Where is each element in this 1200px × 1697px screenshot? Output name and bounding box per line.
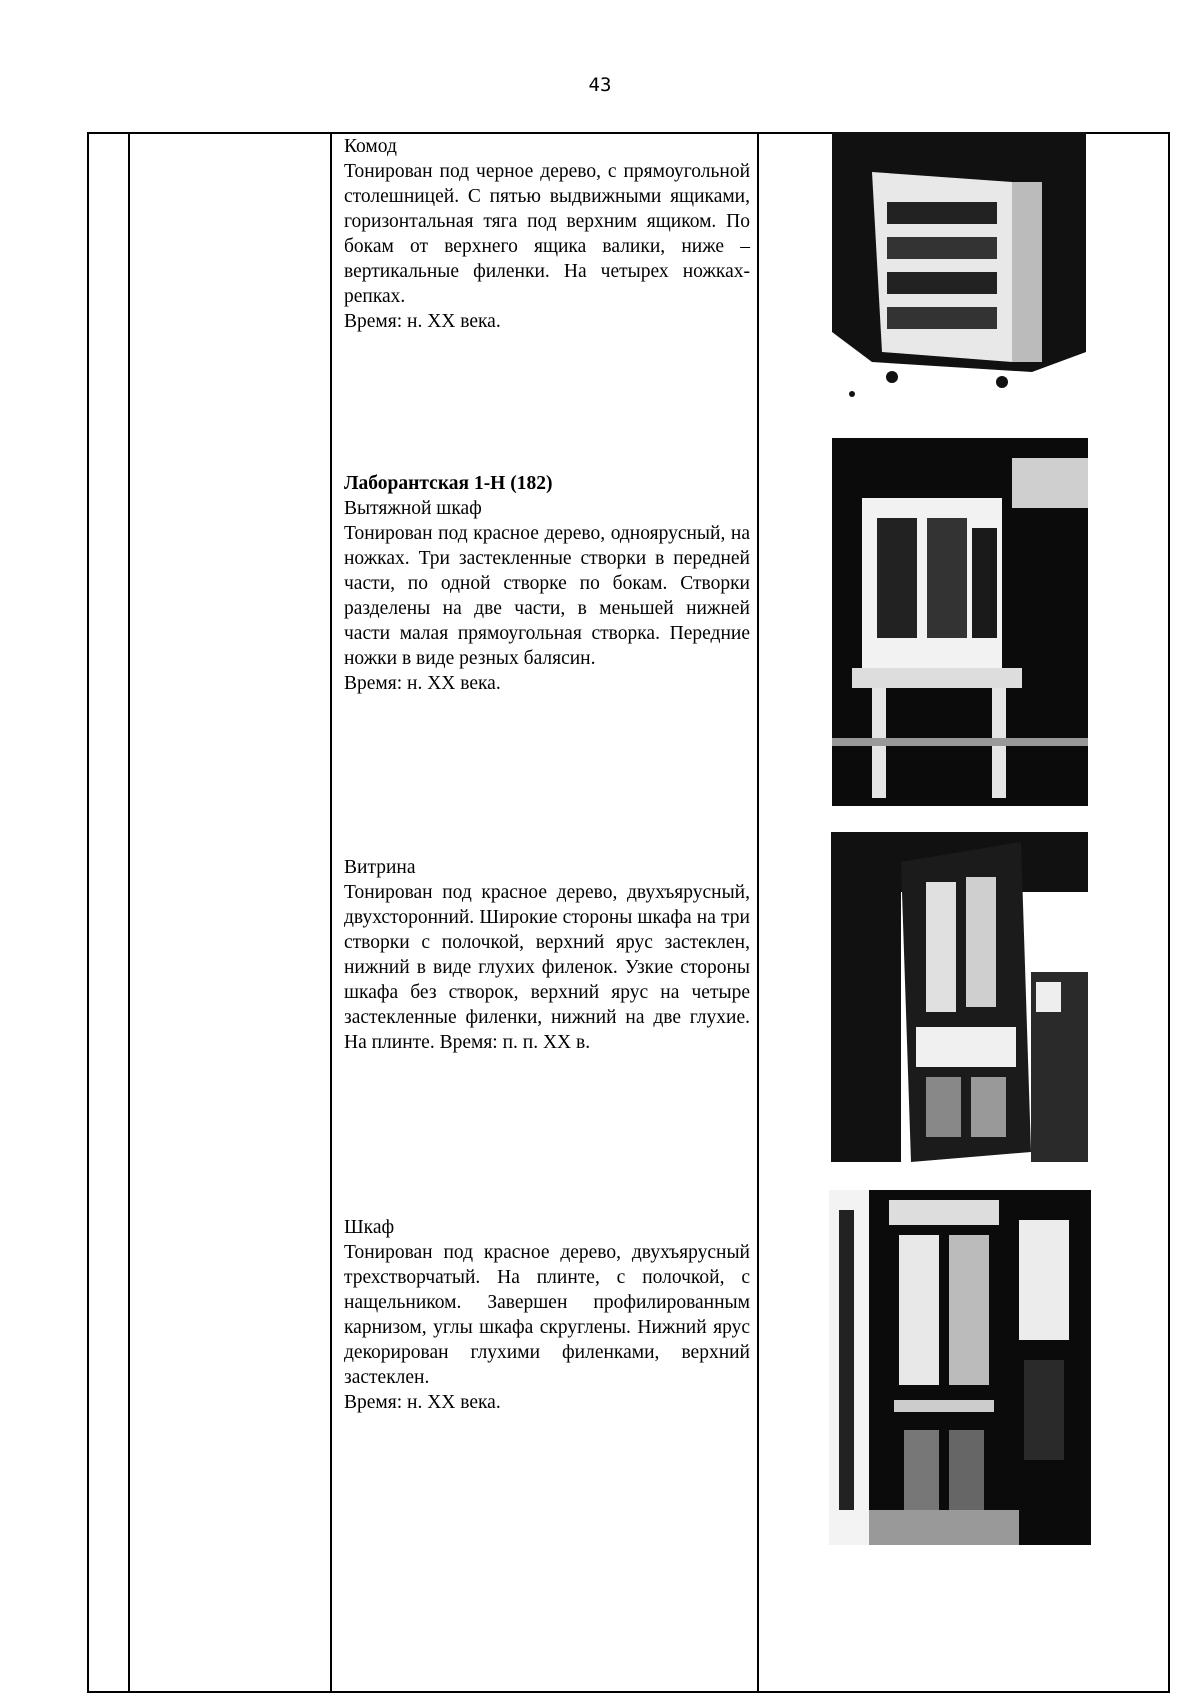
room-title: Лаборантская 1-Н (182) xyxy=(344,473,553,494)
photo-vitrine xyxy=(831,832,1088,1162)
item-description: Тонирован под красное дерево, одноярусный, на ножках. Три застекленные створки в передней части, по одной створке по бокам. Створки разделены на две части, в меньшей нижней части малая прямоугольная створка. Передние ножки в виде резных балясин. xyxy=(344,523,750,669)
item-time: Время: н. XX века. xyxy=(344,311,501,332)
item-name: Вытяжной шкаф xyxy=(344,498,482,519)
item-description: Тонирован под красное дерево, двухъярусный, двухсторонний. Широкие стороны шкафа на три створки с полочкой, верхний ярус застеклен, нижний в виде глухих филенок. Узкие стороны шкафа без створок, верхний ярус на четыре застекленные филенки, нижний на две глухие. На плинте. Время: п. п. XX в. xyxy=(344,882,750,1053)
item-time: Время: н. XX века. xyxy=(344,673,501,694)
photo-cabinet xyxy=(829,1190,1091,1545)
item-description: Тонирован под красное дерево, двухъярусный трехстворчатый. На плинте, с полочкой, с нащельником. Завершен профилированным карнизом, углы шкафа скруглены. Нижний ярус декорирован глухими филенками, верхний застеклен. xyxy=(344,1242,750,1388)
entry-fume-cupboard xyxy=(344,471,750,696)
item-name: Витрина xyxy=(344,857,416,878)
photo-fume-cupboard xyxy=(832,438,1088,806)
item-time: Время: н. XX века. xyxy=(344,1392,501,1413)
photo-commode xyxy=(832,132,1086,406)
column-divider-3 xyxy=(757,132,759,1691)
item-name: Комод xyxy=(344,136,397,157)
column-divider-1 xyxy=(128,132,130,1691)
item-name: Шкаф xyxy=(344,1217,395,1238)
item-description: Тонирован под черное дерево, с прямоугольной столешницей. С пятью выдвижными ящиками, горизонтальная тяга под верхним ящиком. По бокам от верхнего ящика валики, ниже – вертикальные филенки. На четырех ножках-репках. xyxy=(344,161,750,307)
entry-commode xyxy=(344,134,750,334)
column-divider-2 xyxy=(330,132,332,1691)
page-number: 43 xyxy=(588,74,612,96)
entry-vitrine xyxy=(344,855,750,1055)
entry-cabinet xyxy=(344,1215,750,1415)
